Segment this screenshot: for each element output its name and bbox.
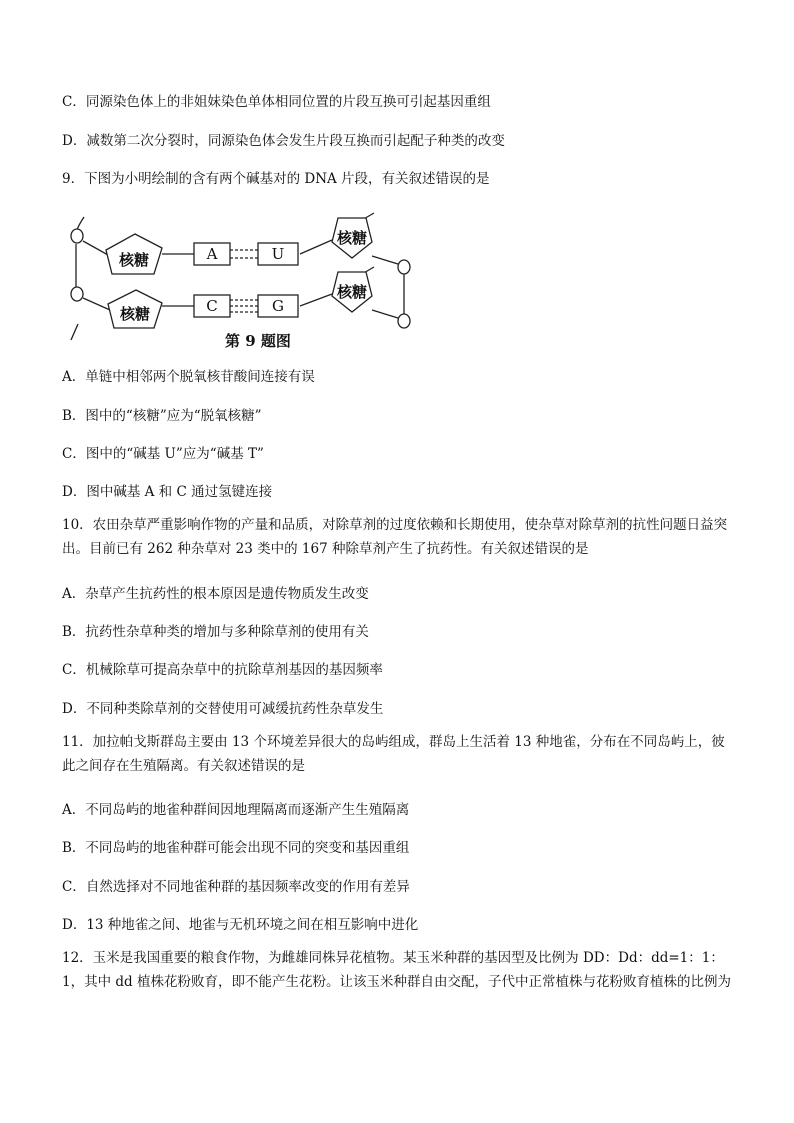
- q8-option-d: D．减数第二次分裂时，同源染色体会发生片段互换而引起配子种类的改变: [62, 133, 505, 149]
- link-baseG-sugar4: [300, 294, 332, 306]
- base-label-a: A: [206, 245, 218, 263]
- q8-option-c: C．同源染色体上的非姐妹染色单体相同位置的片段互换可引起基因重组: [62, 94, 491, 110]
- q11-option-b: B．不同岛屿的地雀种群可能会出现不同的突变和基因重组: [62, 840, 410, 856]
- link-sugar3-p3: [372, 256, 398, 264]
- link-sugar4-p4: [372, 310, 398, 318]
- q10-option-c: C．机械除草可提高杂草中的抗除草剂基因的基因频率: [62, 662, 383, 678]
- q11-option-a: A．不同岛屿的地雀种群间因地理隔离而逐渐产生生殖隔离: [62, 802, 410, 818]
- q9-stem: 9．下图为小明绘制的含有两个碱基对的 DNA 片段，有关叙述错误的是: [62, 171, 490, 187]
- hydrogen-bonds: [230, 250, 258, 312]
- sugar-label-1: 核糖: [118, 251, 150, 269]
- dna-diagram: [62, 208, 422, 350]
- q10-stem: 10．农田杂草严重影响作物的产量和品质，对除草剂的过度依赖和长期使用，使杂草对除草剂的抗性问题日益突出。目前已有 262 种杂草对 23 类中的 167 种除草剂产生了抗药性。有关叙述错误的是: [62, 517, 728, 557]
- sugar-label-2: 核糖: [119, 305, 151, 323]
- q11-option-d: D．13 种地雀之间、地雀与无机环境之间在相互影响中进化: [62, 917, 419, 933]
- base-label-g: G: [272, 297, 284, 315]
- q9-option-a: A．单链中相邻两个脱氧核苷酸间连接有误: [62, 369, 315, 385]
- link-p1-sugar1: [83, 241, 108, 255]
- sugar-label-3: 核糖: [336, 229, 368, 247]
- left-backbone-bottom: [71, 324, 78, 340]
- q11-stem: 11．加拉帕戈斯群岛主要由 13 个环境差异很大的岛屿组成，群岛上生活着 13 种地雀，分布在不同岛屿上，彼此之间存在生殖隔离。有关叙述错误的是: [62, 734, 725, 774]
- base-label-u: U: [271, 245, 285, 263]
- q10-option-b: B．抗药性杂草种类的增加与多种除草剂的使用有关: [62, 624, 369, 640]
- sugar-label-4: 核糖: [336, 283, 368, 301]
- figure-caption: 第 9 题图: [225, 332, 291, 350]
- base-label-c: C: [206, 297, 218, 315]
- q9-option-d: D．图中碱基 A 和 C 通过氢键连接: [62, 484, 273, 500]
- phosphate-right-1: [398, 260, 410, 274]
- link-baseU-sugar3: [300, 240, 332, 254]
- phosphate-right-2: [398, 314, 410, 328]
- link-p2-sugar2: [83, 298, 110, 310]
- phosphate-left-2: [71, 287, 83, 301]
- q9-option-b: B．图中的“核糖”应为“脱氧核糖”: [62, 408, 262, 424]
- q12-stem: 12．玉米是我国重要的粮食作物，为雌雄同株异花植物。某玉米种群的基因型及比例为 DD：Dd：dd=1：1：1，其中 dd 植株花粉败育，即不能产生花粉。让该玉米种群自由交配，子代中正常植株与花粉败育植株的比例为: [62, 950, 731, 990]
- q10-option-a: A．杂草产生抗药性的根本原因是遗传物质发生改变: [62, 586, 369, 602]
- q10-option-d: D．不同种类除草剂的交替使用可减缓抗药性杂草发生: [62, 701, 384, 717]
- q11-option-c: C．自然选择对不同地雀种群的基因频率改变的作用有差异: [62, 879, 410, 895]
- q9-option-c: C．图中的“碱基 U”应为“碱基 T”: [62, 446, 264, 462]
- dna-fragment-figure: [62, 208, 422, 350]
- phosphate-left-1: [71, 229, 83, 243]
